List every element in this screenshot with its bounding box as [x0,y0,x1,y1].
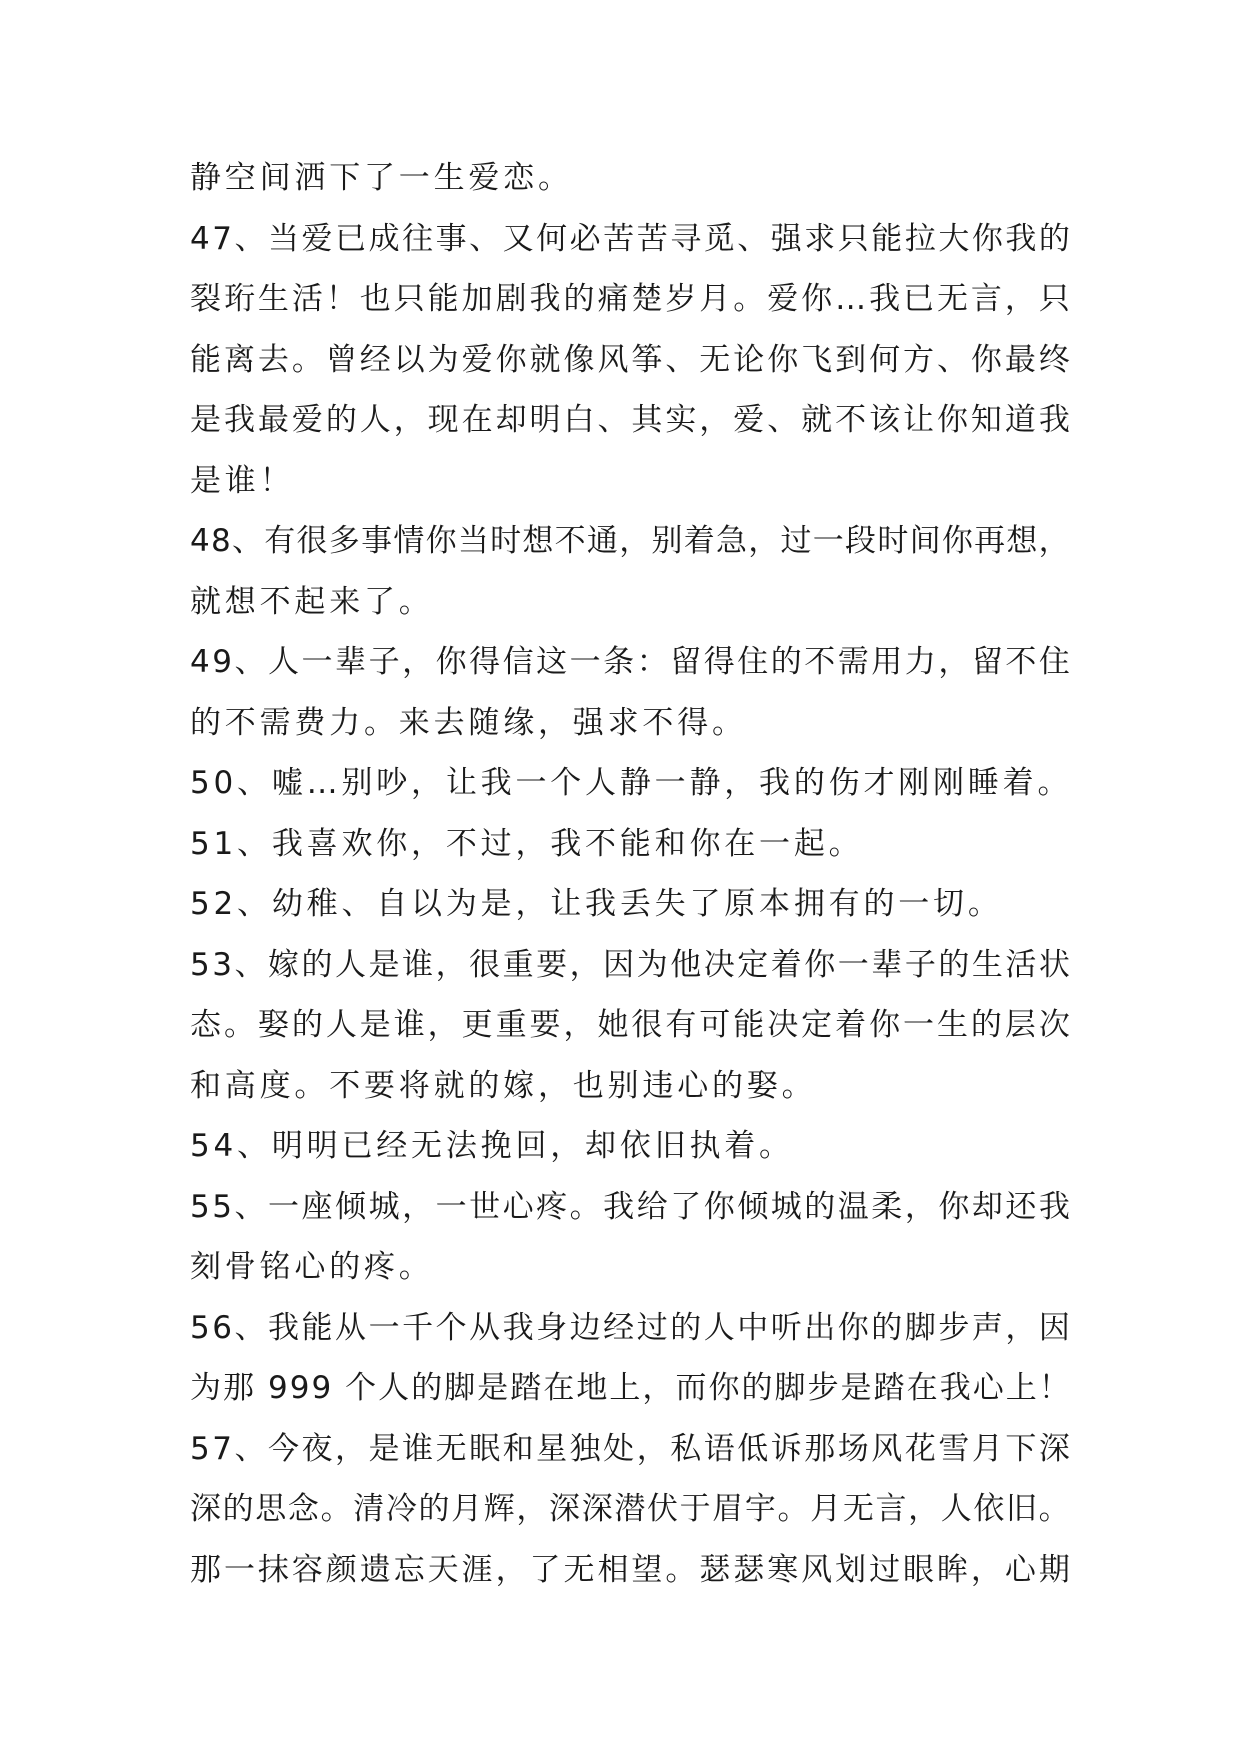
text-line: 态 。 娶 的 人 是 谁 ， 更 重 要 ， 她 很 有 可 能 决 定 着 你 一 生 的 层 次 [190,1007,1070,1043]
document-body [190,148,1073,1600]
text-line: 和高度。不要将就的嫁，也别违心的娶。 [190,1067,817,1104]
text-line: 那 一 抹 容 颜 遗 忘 天 涯 ， 了 无 相 望 。 瑟 瑟 寒 风 划 过 眼 眸 ， 心 期 [190,1551,1070,1588]
text-line: 52、幼稚、自以为是，让我丢失了原本拥有的一切。 [190,886,1003,922]
text-line: 的不需费力。来去随缘，强求不得。 [190,704,747,741]
text-line: 是 我 最 爱 的 人 ， 现 在 却 明 白 、 其 实 ， 爱 、 就 不 该 让 你 知 道 我 [190,402,1070,438]
text-line: 是谁！ [190,462,295,499]
text-line: 5 7 、 今 夜 ， 是 谁 无 眠 和 星 独 处 ， 私 语 低 诉 那 场 风 花 雪 月 下 深 [190,1430,1070,1467]
text-line: 深 的 思 念 。 清 冷 的 月 辉 ， 深 深 潜 伏 于 眉 宇 。 月 无 言 ， 人 依 旧 。 [190,1491,1070,1527]
text-line: 5 6 、 我 能 从 一 千 个 从 我 身 边 经 过 的 人 中 听 出 你 的 脚 步 声 ， 因 [190,1309,1070,1346]
text-line: 4 8 、 有 很 多 事 情 你 当 时 想 不 通 ， 别 着 急 ， 过 一 段 时 间 你 再 想 ， [190,523,1070,559]
text-line: 4 7 、 当 爱 已 成 往 事 、 又 何 必 苦 苦 寻 觅 、 强 求 只 能 拉 大 你 我 的 [190,220,1070,257]
text-line: 刻骨铭心的疼。 [190,1249,434,1285]
text-line: 为 那 9 9 9 个 人 的 脚 是 踏 在 地 上 ， 而 你 的 脚 步 是 踏 在 我 心 上 ！ [190,1370,1070,1406]
text-line: 就想不起来了。 [190,583,434,620]
text-line: 裂 珩 生 活 ！ 也 只 能 加 剧 我 的 痛 楚 岁 月 。 爱 你 … 我 已 无 言 ， 只 [190,281,1070,317]
text-line: 54、明明已经无法挽回，却依旧执着。 [190,1128,794,1164]
text-line: 51、我喜欢你，不过，我不能和你在一起。 [190,825,864,862]
text-line: 静空间洒下了一生爱恋。 [190,160,573,196]
text-line: 4 9 、 人 一 辈 子 ， 你 得 信 这 一 条 ： 留 得 住 的 不 需 用 力 ， 留 不 住 [190,644,1070,680]
text-line: 能 离 去 。 曾 经 以 为 爱 你 就 像 风 筝 、 无 论 你 飞 到 何 方 、 你 最 终 [190,341,1070,378]
text-line: 5 5 、 一 座 倾 城 ， 一 世 心 疼 。 我 给 了 你 倾 城 的 温 柔 ， 你 却 还 我 [190,1188,1070,1225]
text-line: 50、嘘…别吵，让我一个人静一静，我的伤才刚刚睡着。 [190,765,1073,801]
text-line: 5 3 、 嫁 的 人 是 谁 ， 很 重 要 ， 因 为 他 决 定 着 你 一 辈 子 的 生 活 状 [190,946,1070,983]
